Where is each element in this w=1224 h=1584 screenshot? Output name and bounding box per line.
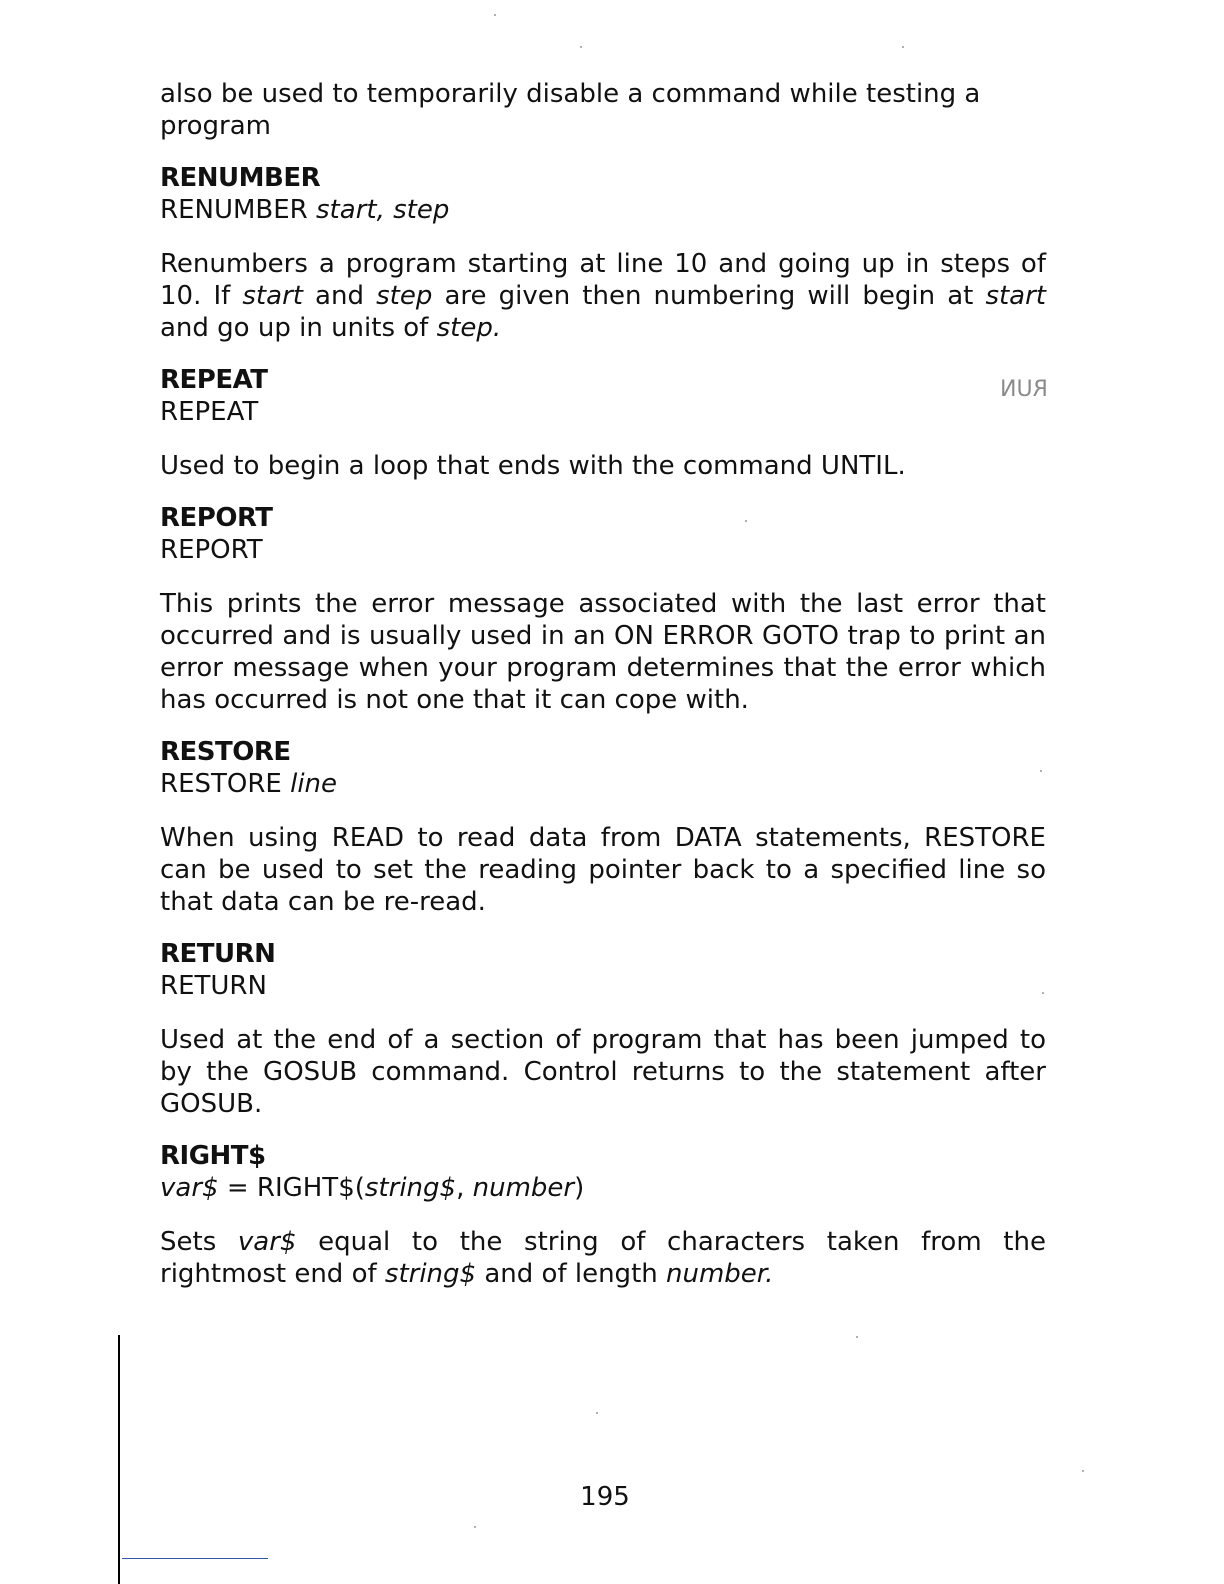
binding-margin-rule (118, 1335, 120, 1584)
description-italic-run: start (242, 281, 303, 311)
description-paragraph (160, 1024, 1046, 1120)
keyword-heading: RESTORE (160, 737, 291, 767)
entry-report (160, 502, 1046, 716)
syntax-text-run: , (456, 1173, 473, 1203)
syntax-command: RENUMBER (160, 195, 308, 225)
syntax-command: REPEAT (160, 397, 259, 427)
keyword-heading: RENUMBER (160, 163, 321, 193)
keyword-heading: REPEAT (160, 365, 268, 395)
keyword-heading: RIGHT$ (160, 1141, 266, 1171)
description-paragraph (160, 450, 1046, 482)
description-text-run: equal to the string of characters taken from the rightmost end of (160, 1227, 1046, 1289)
description-italic-run: string$ (384, 1259, 477, 1289)
syntax-line (160, 396, 1046, 428)
bleed-through-run-mark: RUN (1000, 377, 1048, 402)
description-text-run: and (302, 281, 377, 311)
syntax-command: RESTORE (160, 769, 282, 799)
page-content (160, 78, 1046, 1290)
syntax-command: RETURN (160, 971, 267, 1001)
syntax-italic-run: number (472, 1173, 575, 1203)
syntax-line (160, 970, 1046, 1002)
description-paragraph (160, 822, 1046, 918)
description-italic-run: start (985, 281, 1046, 311)
syntax-text-run: = RIGHT$( (218, 1173, 365, 1203)
command-entries (160, 162, 1046, 1290)
description-text-run: When using READ to read data from DATA statements, RESTORE can be used to set the reading pointer back to a specified line so that data can be re-read. (160, 823, 1046, 917)
description-text-run: Sets (160, 1227, 238, 1257)
description-paragraph (160, 1226, 1046, 1290)
entry-renumber (160, 162, 1046, 344)
description-text-run: Used to begin a loop that ends with the command UNTIL. (160, 451, 906, 481)
description-italic-run: step. (436, 313, 502, 343)
description-italic-run: number. (666, 1259, 774, 1289)
description-paragraph (160, 588, 1046, 716)
description-text-run: and of length (476, 1259, 667, 1289)
page-number: 195 (580, 1482, 630, 1512)
description-text-run: and go up in units of (160, 313, 437, 343)
intro-line-1: also be used to temporarily disable a command while testing a (160, 79, 981, 109)
syntax-arguments: line (290, 769, 338, 799)
entry-return (160, 938, 1046, 1120)
description-paragraph (160, 248, 1046, 344)
syntax-italic-run: string$ (364, 1173, 457, 1203)
keyword-heading: RETURN (160, 939, 276, 969)
description-italic-run: step (376, 281, 433, 311)
syntax-command: REPORT (160, 535, 263, 565)
syntax-line (160, 534, 1046, 566)
description-text-run: Used at the end of a section of program that has been jumped to by the GOSUB command. Control returns to the statement after GOSUB. (160, 1025, 1046, 1119)
syntax-text-run: ) (574, 1173, 585, 1203)
intro-paragraph (160, 78, 1046, 142)
entry-restore (160, 736, 1046, 918)
footer-rule (122, 1558, 268, 1559)
syntax-italic-run: var$ (160, 1173, 219, 1203)
entry-right (160, 1140, 1046, 1290)
description-text-run: are given then numbering will begin at (432, 281, 986, 311)
syntax-line (160, 194, 1046, 226)
description-italic-run: var$ (237, 1227, 297, 1257)
entry-repeat (160, 364, 1046, 482)
syntax-line (160, 768, 1046, 800)
syntax-arguments: start, step (316, 195, 450, 225)
intro-line-2: program (160, 111, 271, 141)
syntax-line (160, 1172, 1046, 1204)
keyword-heading: REPORT (160, 503, 273, 533)
description-text-run: Renumbers a program starting at line 10 and going up in steps of 10. If (160, 249, 1046, 311)
description-text-run: This prints the error message associated with the last error that occurred and is usually used in an ON ERROR GOTO trap to print an error message when your program determines that the error which has occurred is not one that it can cope with. (160, 589, 1046, 715)
